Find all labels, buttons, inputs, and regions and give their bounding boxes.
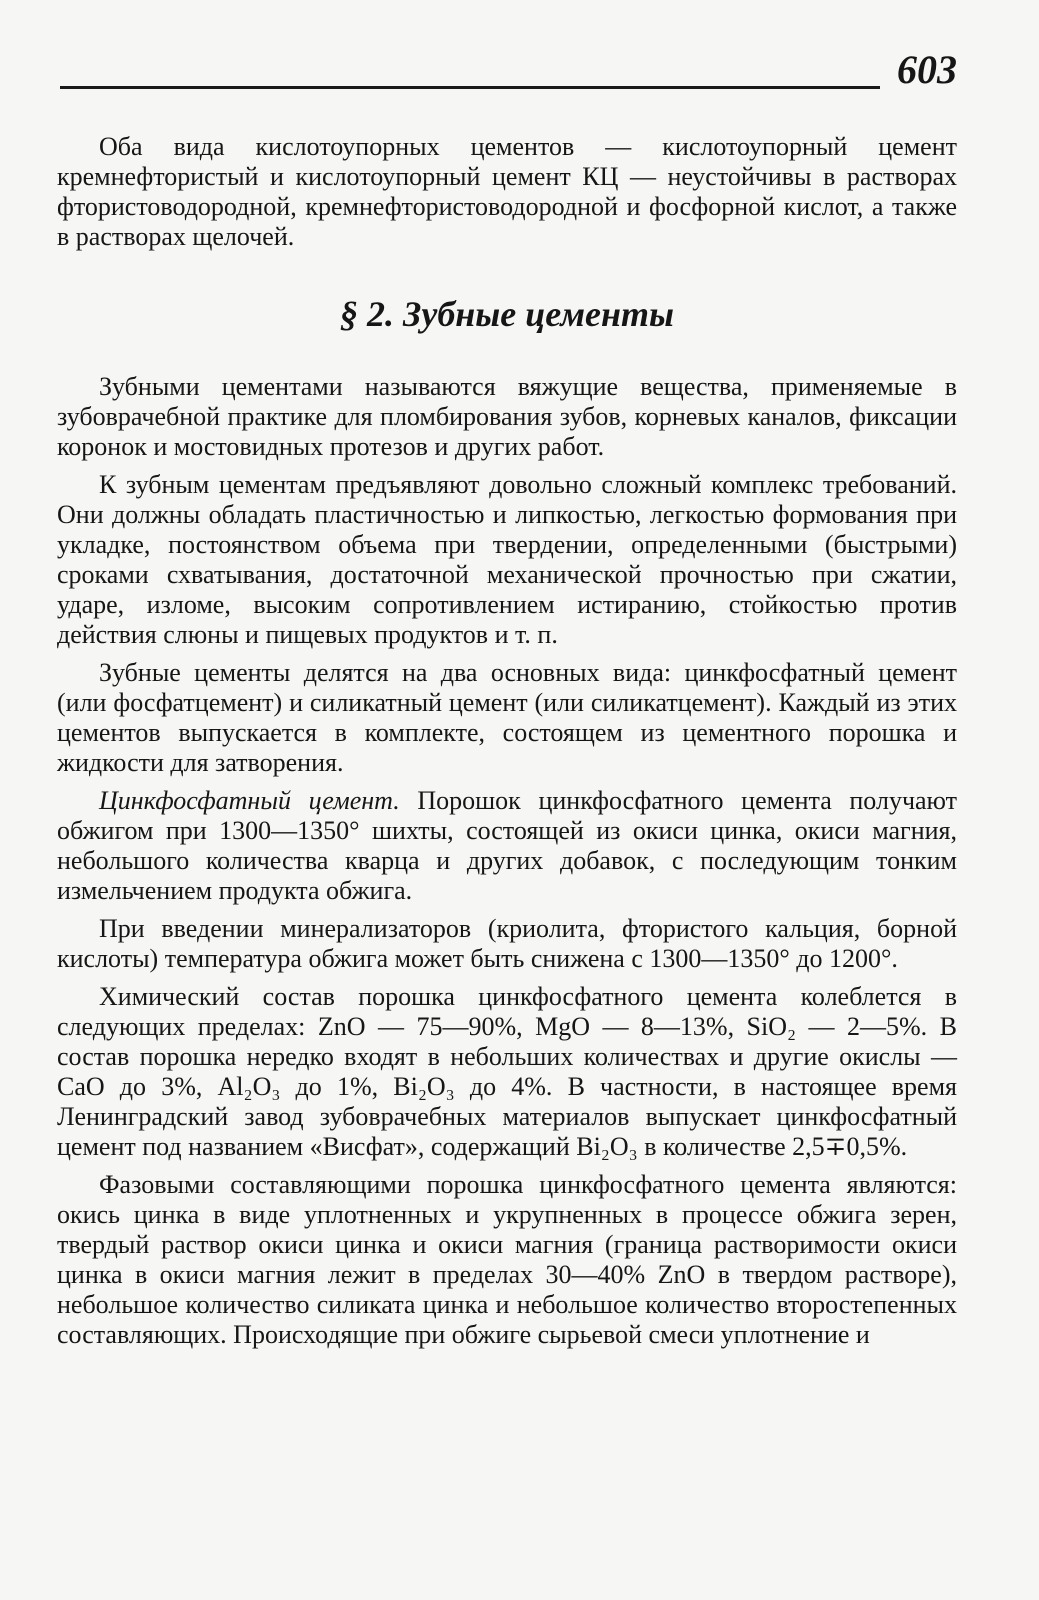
- paragraph-mineralizers: При введении минерализаторов (криолита, фтористого кальция, борной кислоты) температура обжига может быть снижена с 1300—1350° до 1200°.: [57, 914, 957, 973]
- paragraph-lead-term: Цинкфосфатный цемент.: [99, 786, 400, 815]
- paragraph-zinc-phosphate-text: Порошок цинкфосфатного цемента получают обжигом при 1300—1350° шихты, состоящей из окиси цинка, окиси магния, небольшого количества кварца и других добавок, с последующим тонким измельчением продукта обжига.: [57, 786, 958, 905]
- paragraph-acid-resistant-cements: Оба вида кислотоупорных цементов — кислотоупорный цемент кремнефтористый и кислотоупорный цемент КЦ — неустойчивы в растворах фтористоводородной, кремнефтористоводородной и фосфорной кислот, а также в растворах щелочей.: [57, 132, 957, 251]
- page-body: [57, 132, 957, 1358]
- paragraph-phase-components: Фазовыми составляющими порошка цинкфосфатного цемента являются: окись цинка в виде уплотненных и укрупненных в процессе обжига зерен, твердый раствор окиси цинка и окиси магния (граница растворимости окиси цинка в окиси магния лежит в пределах 30—40% ZnO в твердом растворе), небольшое количество силиката цинка и небольшое количество второстепенных составляющих. Происходящие при обжиге сырьевой смеси уплотнение и: [57, 1170, 957, 1349]
- page-number: 603: [897, 47, 957, 92]
- paragraph-requirements: К зубным цементам предъявляют довольно сложный комплекс требований. Они должны обладать пластичностью и липкостью, легкостью формования при укладке, постоянством объема при твердении, определенными (быстрыми) сроками схватывания, достаточной механической прочностью при сжатии, ударе, изломе, высоким сопротивлением истиранию, стойкостью против действия слюны и пищевых продуктов и т. п.: [57, 470, 957, 649]
- section-heading: § 2. Зубные цементы: [340, 294, 674, 334]
- paragraph-chemical-composition: Химический состав порошка цинкфосфатного цемента колеблется в следующих пределах: ZnO — 75—90%, MgO — 8—13%, SiO₂ — 2—5%. В состав порошка нередко входят в небольших количествах и другие окислы — CaO до 3%, Al₂O₃ до 1%, Bi₂O₃ до 4%. В частности, в настоящее время Ленинградский завод зубоврачебных материалов выпускает цинкфосфатный цемент под названием «Висфат», содержащий Bi₂O₃ в количестве 2,5∓0,5%.: [57, 982, 957, 1161]
- paragraph-types: Зубные цементы делятся на два основных вида: цинкфосфатный цемент (или фосфатцемент) и силикатный цемент (или силикатцемент). Каждый из этих цементов выпускается в комплекте, состоящем из цементного порошка и жидкости для затворения.: [57, 658, 957, 777]
- header-rule: [60, 86, 880, 89]
- paragraph-definition: Зубными цементами называются вяжущие вещества, применяемые в зубоврачебной практике для пломбирования зубов, корневых каналов, фиксации коронок и мостовидных протезов и других работ.: [57, 372, 957, 461]
- paragraph-zinc-phosphate: [57, 786, 957, 906]
